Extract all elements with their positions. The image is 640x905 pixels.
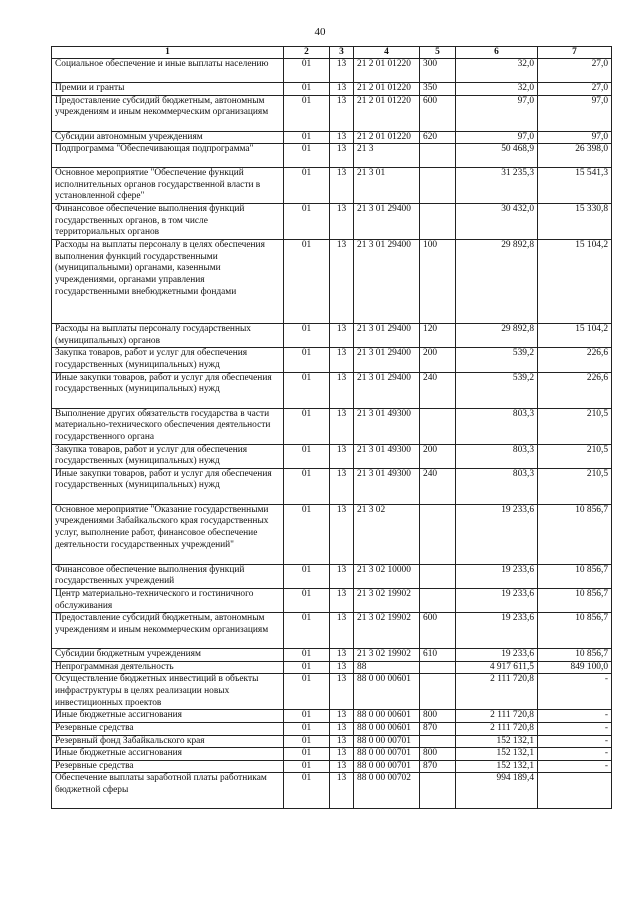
row-name: Подпрограмма "Обеспечивающая подпрограмма" xyxy=(52,144,284,168)
row-subsection-code: 13 xyxy=(330,408,354,444)
row-section-code: 01 xyxy=(284,722,330,735)
row-expense-type xyxy=(420,588,456,612)
row-section-code: 01 xyxy=(284,748,330,761)
row-amount-year1: 2 111 720,8 xyxy=(456,722,538,735)
row-section-code: 01 xyxy=(284,564,330,588)
table-row xyxy=(52,324,612,348)
row-target-article: 21 3 01 xyxy=(354,168,420,204)
table-row xyxy=(52,372,612,408)
row-amount-year1: 539,2 xyxy=(456,348,538,372)
row-amount-year2: 15 330,8 xyxy=(538,204,612,240)
row-name: Центр материально-технического и гостиничного обслуживания xyxy=(52,588,284,612)
row-section-code: 01 xyxy=(284,588,330,612)
row-subsection-code: 13 xyxy=(330,324,354,348)
row-amount-year1: 539,2 xyxy=(456,372,538,408)
row-subsection-code: 13 xyxy=(330,204,354,240)
row-expense-type: 240 xyxy=(420,372,456,408)
row-amount-year1: 152 132,1 xyxy=(456,748,538,761)
row-subsection-code: 13 xyxy=(330,613,354,649)
table-row xyxy=(52,661,612,674)
row-subsection-code: 13 xyxy=(330,773,354,809)
row-section-code: 01 xyxy=(284,324,330,348)
row-target-article: 21 3 01 49300 xyxy=(354,408,420,444)
row-amount-year2: 10 856,7 xyxy=(538,613,612,649)
row-amount-year1: 803,3 xyxy=(456,444,538,468)
row-subsection-code: 13 xyxy=(330,348,354,372)
row-section-code: 01 xyxy=(284,735,330,748)
row-expense-type: 870 xyxy=(420,760,456,773)
row-name: Финансовое обеспечение выполнения функций государственных учреждений xyxy=(52,564,284,588)
row-amount-year2: 10 856,7 xyxy=(538,504,612,564)
row-amount-year2 xyxy=(538,773,612,809)
row-name: Иные бюджетные ассигнования xyxy=(52,710,284,723)
row-expense-type: 120 xyxy=(420,324,456,348)
table-row xyxy=(52,240,612,324)
row-section-code: 01 xyxy=(284,95,330,131)
table-row xyxy=(52,59,612,83)
row-amount-year1: 2 111 720,8 xyxy=(456,710,538,723)
row-subsection-code: 13 xyxy=(330,168,354,204)
row-target-article: 21 3 01 49300 xyxy=(354,444,420,468)
row-name: Предоставление субсидий бюджетным, автономным учреждениям и иным некоммерческим организациям xyxy=(52,613,284,649)
row-amount-year1: 19 233,6 xyxy=(456,613,538,649)
row-subsection-code: 13 xyxy=(330,661,354,674)
row-amount-year1: 19 233,6 xyxy=(456,564,538,588)
row-subsection-code: 13 xyxy=(330,710,354,723)
row-amount-year2: 226,6 xyxy=(538,372,612,408)
row-amount-year2: - xyxy=(538,748,612,761)
row-section-code: 01 xyxy=(284,674,330,710)
table-row xyxy=(52,95,612,131)
row-expense-type xyxy=(420,661,456,674)
row-target-article: 88 0 00 00701 xyxy=(354,760,420,773)
row-section-code: 01 xyxy=(284,444,330,468)
row-amount-year1: 152 132,1 xyxy=(456,735,538,748)
row-target-article: 88 xyxy=(354,661,420,674)
row-expense-type: 300 xyxy=(420,59,456,83)
row-name: Обеспечение выплаты заработной платы работникам бюджетной сферы xyxy=(52,773,284,809)
row-expense-type xyxy=(420,504,456,564)
row-subsection-code: 13 xyxy=(330,83,354,96)
row-amount-year2: 10 856,7 xyxy=(538,649,612,662)
row-amount-year2: 15 104,2 xyxy=(538,324,612,348)
row-amount-year2: 15 541,3 xyxy=(538,168,612,204)
row-amount-year2: - xyxy=(538,710,612,723)
row-section-code: 01 xyxy=(284,773,330,809)
table-row xyxy=(52,168,612,204)
row-amount-year2: - xyxy=(538,674,612,710)
row-name: Расходы на выплаты персоналу государственных (муниципальных) органов xyxy=(52,324,284,348)
column-header: 4 xyxy=(354,47,420,59)
row-name: Предоставление субсидий бюджетным, автономным учреждениям и иным некоммерческим организациям xyxy=(52,95,284,131)
row-subsection-code: 13 xyxy=(330,95,354,131)
row-subsection-code: 13 xyxy=(330,722,354,735)
row-section-code: 01 xyxy=(284,468,330,504)
row-target-article: 88 0 00 00601 xyxy=(354,710,420,723)
row-section-code: 01 xyxy=(284,348,330,372)
row-subsection-code: 13 xyxy=(330,748,354,761)
table-row xyxy=(52,674,612,710)
row-subsection-code: 13 xyxy=(330,240,354,324)
row-subsection-code: 13 xyxy=(330,131,354,144)
row-section-code: 01 xyxy=(284,613,330,649)
row-name: Выполнение других обязательств государства в части материально-технического обеспечения деятельности государственного органа xyxy=(52,408,284,444)
row-target-article: 21 3 01 29400 xyxy=(354,348,420,372)
row-section-code: 01 xyxy=(284,144,330,168)
row-target-article: 88 0 00 00601 xyxy=(354,722,420,735)
row-name: Финансовое обеспечение выполнения функций государственных органов, в том числе территориальных органов xyxy=(52,204,284,240)
column-header: 7 xyxy=(538,47,612,59)
row-amount-year1: 4 917 611,5 xyxy=(456,661,538,674)
row-name: Расходы на выплаты персоналу в целях обеспечения выполнения функций государственными (муниципальными) органами, казенными учреждениями, органами управления государственными внебюджетными фондами xyxy=(52,240,284,324)
table-row xyxy=(52,131,612,144)
table-row xyxy=(52,722,612,735)
row-expense-type: 600 xyxy=(420,613,456,649)
row-section-code: 01 xyxy=(284,168,330,204)
row-amount-year1: 803,3 xyxy=(456,408,538,444)
row-amount-year2: 849 100,0 xyxy=(538,661,612,674)
row-section-code: 01 xyxy=(284,131,330,144)
row-subsection-code: 13 xyxy=(330,564,354,588)
row-subsection-code: 13 xyxy=(330,504,354,564)
row-name: Резервные средства xyxy=(52,760,284,773)
table-row xyxy=(52,588,612,612)
table-row xyxy=(52,444,612,468)
table-row xyxy=(52,83,612,96)
row-expense-type xyxy=(420,773,456,809)
row-expense-type xyxy=(420,674,456,710)
row-subsection-code: 13 xyxy=(330,468,354,504)
row-amount-year2: 27,0 xyxy=(538,83,612,96)
row-target-article: 21 2 01 01220 xyxy=(354,59,420,83)
table-row xyxy=(52,348,612,372)
row-subsection-code: 13 xyxy=(330,735,354,748)
row-amount-year1: 19 233,6 xyxy=(456,588,538,612)
header-row xyxy=(52,47,612,59)
row-name: Основное мероприятие "Обеспечение функций исполнительных органов государственной власти в установленной сфере" xyxy=(52,168,284,204)
row-amount-year1: 32,0 xyxy=(456,83,538,96)
row-name: Субсидии автономным учреждениям xyxy=(52,131,284,144)
table-row xyxy=(52,735,612,748)
row-subsection-code: 13 xyxy=(330,588,354,612)
row-name: Социальное обеспечение и иные выплаты населению xyxy=(52,59,284,83)
row-amount-year1: 50 468,9 xyxy=(456,144,538,168)
row-target-article: 21 3 xyxy=(354,144,420,168)
row-target-article: 88 0 00 00702 xyxy=(354,773,420,809)
budget-table xyxy=(51,46,612,809)
row-expense-type: 800 xyxy=(420,710,456,723)
row-name: Основное мероприятие "Оказание государственными учреждениями Забайкальского края государственных услуг, выполнение работ, финансовое обеспечение деятельности государственных учреждений" xyxy=(52,504,284,564)
row-amount-year2: - xyxy=(538,760,612,773)
row-target-article: 21 3 02 19902 xyxy=(354,613,420,649)
row-subsection-code: 13 xyxy=(330,444,354,468)
row-amount-year2: 97,0 xyxy=(538,95,612,131)
page-number: 40 xyxy=(314,26,326,38)
row-expense-type: 610 xyxy=(420,649,456,662)
row-name: Осуществление бюджетных инвестиций в объекты инфраструктуры в целях реализации новых инвестиционных проектов xyxy=(52,674,284,710)
row-target-article: 88 0 00 00601 xyxy=(354,674,420,710)
row-expense-type: 240 xyxy=(420,468,456,504)
row-amount-year2: 27,0 xyxy=(538,59,612,83)
row-section-code: 01 xyxy=(284,710,330,723)
row-subsection-code: 13 xyxy=(330,59,354,83)
row-amount-year1: 19 233,6 xyxy=(456,504,538,564)
row-name: Премии и гранты xyxy=(52,83,284,96)
table-row xyxy=(52,504,612,564)
row-name: Закупка товаров, работ и услуг для обеспечения государственных (муниципальных) нужд xyxy=(52,348,284,372)
table-row xyxy=(52,408,612,444)
row-target-article: 21 3 02 19902 xyxy=(354,588,420,612)
row-expense-type xyxy=(420,564,456,588)
row-subsection-code: 13 xyxy=(330,144,354,168)
row-amount-year2: 210,5 xyxy=(538,468,612,504)
table-row xyxy=(52,468,612,504)
column-header: 1 xyxy=(52,47,284,59)
row-target-article: 88 0 00 00701 xyxy=(354,735,420,748)
row-target-article: 21 3 01 29400 xyxy=(354,324,420,348)
table-row xyxy=(52,564,612,588)
row-name: Закупка товаров, работ и услуг для обеспечения государственных (муниципальных) нужд xyxy=(52,444,284,468)
table-row xyxy=(52,613,612,649)
row-target-article: 21 2 01 01220 xyxy=(354,95,420,131)
row-expense-type: 600 xyxy=(420,95,456,131)
row-target-article: 21 3 02 xyxy=(354,504,420,564)
row-amount-year1: 32,0 xyxy=(456,59,538,83)
row-amount-year1: 19 233,6 xyxy=(456,649,538,662)
column-header: 3 xyxy=(330,47,354,59)
row-section-code: 01 xyxy=(284,240,330,324)
row-target-article: 21 3 01 29400 xyxy=(354,204,420,240)
row-target-article: 21 3 01 49300 xyxy=(354,468,420,504)
row-amount-year1: 994 189,4 xyxy=(456,773,538,809)
row-expense-type xyxy=(420,204,456,240)
row-name: Иные закупки товаров, работ и услуг для обеспечения государственных (муниципальных) нужд xyxy=(52,372,284,408)
row-expense-type xyxy=(420,168,456,204)
row-name: Иные бюджетные ассигнования xyxy=(52,748,284,761)
column-header: 6 xyxy=(456,47,538,59)
row-amount-year2: 210,5 xyxy=(538,408,612,444)
column-header: 5 xyxy=(420,47,456,59)
row-amount-year1: 29 892,8 xyxy=(456,240,538,324)
row-amount-year1: 97,0 xyxy=(456,95,538,131)
row-expense-type xyxy=(420,735,456,748)
row-expense-type: 800 xyxy=(420,748,456,761)
row-expense-type: 620 xyxy=(420,131,456,144)
row-target-article: 21 3 01 29400 xyxy=(354,240,420,324)
table-row xyxy=(52,710,612,723)
row-amount-year2: 10 856,7 xyxy=(538,588,612,612)
table-row xyxy=(52,748,612,761)
row-section-code: 01 xyxy=(284,504,330,564)
table-row xyxy=(52,649,612,662)
row-expense-type: 100 xyxy=(420,240,456,324)
row-amount-year1: 152 132,1 xyxy=(456,760,538,773)
row-section-code: 01 xyxy=(284,372,330,408)
row-target-article: 21 3 02 19902 xyxy=(354,649,420,662)
row-target-article: 88 0 00 00701 xyxy=(354,748,420,761)
row-amount-year2: - xyxy=(538,735,612,748)
table-row xyxy=(52,144,612,168)
row-amount-year1: 29 892,8 xyxy=(456,324,538,348)
row-target-article: 21 3 01 29400 xyxy=(354,372,420,408)
row-section-code: 01 xyxy=(284,204,330,240)
row-target-article: 21 3 02 10000 xyxy=(354,564,420,588)
row-name: Непрограммная деятельность xyxy=(52,661,284,674)
row-expense-type xyxy=(420,144,456,168)
row-amount-year1: 30 432,0 xyxy=(456,204,538,240)
table-row xyxy=(52,760,612,773)
row-name: Субсидии бюджетным учреждениям xyxy=(52,649,284,662)
row-expense-type: 200 xyxy=(420,444,456,468)
row-expense-type: 870 xyxy=(420,722,456,735)
row-amount-year2: 97,0 xyxy=(538,131,612,144)
row-subsection-code: 13 xyxy=(330,760,354,773)
row-amount-year2: - xyxy=(538,722,612,735)
row-amount-year2: 15 104,2 xyxy=(538,240,612,324)
row-section-code: 01 xyxy=(284,83,330,96)
row-section-code: 01 xyxy=(284,408,330,444)
row-section-code: 01 xyxy=(284,59,330,83)
row-amount-year1: 2 111 720,8 xyxy=(456,674,538,710)
row-target-article: 21 2 01 01220 xyxy=(354,83,420,96)
row-amount-year1: 97,0 xyxy=(456,131,538,144)
row-name: Резервный фонд Забайкальского края xyxy=(52,735,284,748)
row-amount-year1: 803,3 xyxy=(456,468,538,504)
row-target-article: 21 2 01 01220 xyxy=(354,131,420,144)
row-subsection-code: 13 xyxy=(330,649,354,662)
row-subsection-code: 13 xyxy=(330,372,354,408)
row-amount-year2: 210,5 xyxy=(538,444,612,468)
row-expense-type: 350 xyxy=(420,83,456,96)
row-name: Резервные средства xyxy=(52,722,284,735)
column-header: 2 xyxy=(284,47,330,59)
row-expense-type: 200 xyxy=(420,348,456,372)
row-subsection-code: 13 xyxy=(330,674,354,710)
row-amount-year2: 226,6 xyxy=(538,348,612,372)
row-section-code: 01 xyxy=(284,649,330,662)
row-amount-year1: 31 235,3 xyxy=(456,168,538,204)
row-section-code: 01 xyxy=(284,760,330,773)
table-row xyxy=(52,773,612,809)
row-expense-type xyxy=(420,408,456,444)
row-amount-year2: 26 398,0 xyxy=(538,144,612,168)
row-section-code: 01 xyxy=(284,661,330,674)
row-amount-year2: 10 856,7 xyxy=(538,564,612,588)
row-name: Иные закупки товаров, работ и услуг для обеспечения государственных (муниципальных) нужд xyxy=(52,468,284,504)
table-row xyxy=(52,204,612,240)
